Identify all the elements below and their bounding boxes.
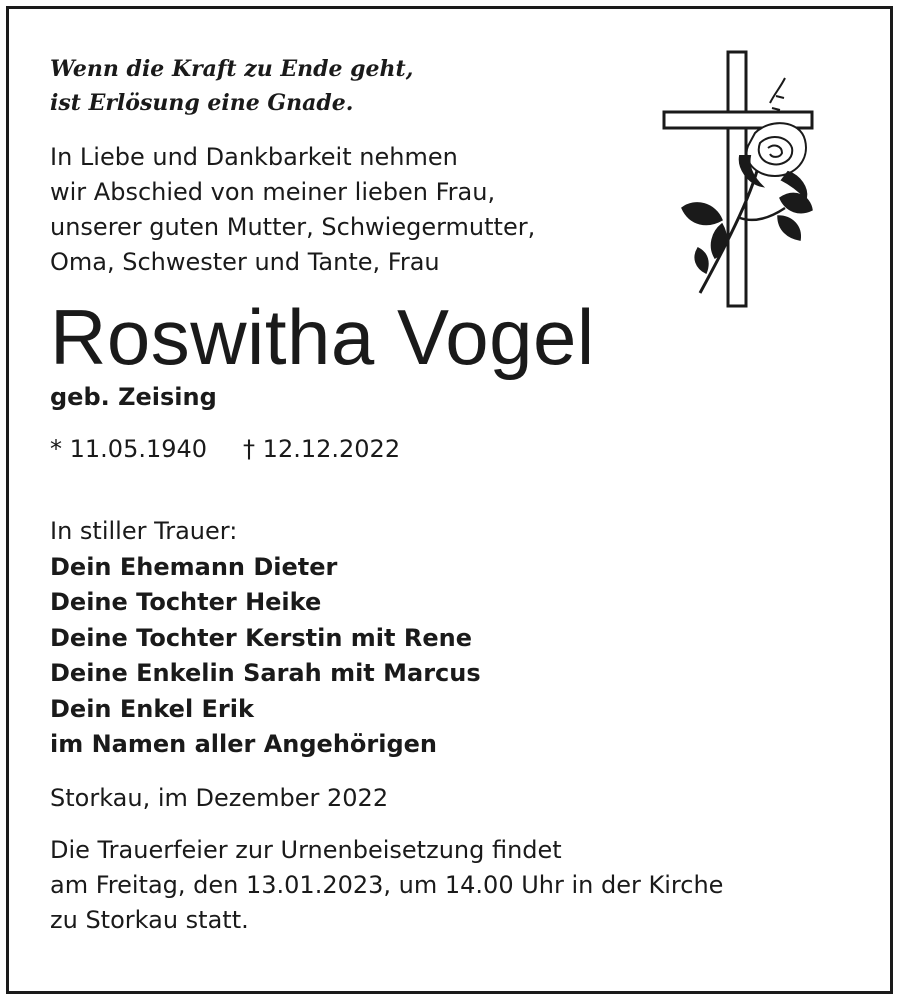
intro-line-2: wir Abschied von meiner lieben Frau, xyxy=(50,178,496,206)
cross-with-rose-icon xyxy=(660,48,820,310)
ceremony-line-2: am Freitag, den 13.01.2023, um 14.00 Uhr in der Kirche xyxy=(50,870,724,899)
mourners-intro: In stiller Trauer: xyxy=(50,517,238,545)
ceremony-line-1: Die Trauerfeier zur Urnenbeisetzung findet xyxy=(50,835,562,864)
intro-line-4: Oma, Schwester und Tante, Frau xyxy=(50,248,440,276)
mourner-line: Deine Tochter Heike xyxy=(50,588,322,616)
mourner-line: Dein Enkel Erik xyxy=(50,694,254,723)
ceremony-line-3: zu Storkau statt. xyxy=(50,905,249,934)
intro-line-1: In Liebe und Dankbarkeit nehmen xyxy=(50,143,458,171)
mourner-line: Dein Ehemann Dieter xyxy=(50,552,338,581)
mourner-line: im Namen aller Angehörigen xyxy=(50,730,438,758)
death-date: † 12.12.2022 xyxy=(243,435,401,463)
life-dates xyxy=(50,432,840,466)
motto-line-2: ist Erlösung eine Gnade. xyxy=(50,90,354,116)
ceremony-info xyxy=(50,833,840,938)
deceased-name: Roswitha Vogel xyxy=(50,293,595,381)
birth-date: * 11.05.1940 xyxy=(50,435,208,463)
mourner-line: Deine Tochter Kerstin mit Rene xyxy=(50,623,472,652)
place-date: Storkau, im Dezember 2022 xyxy=(50,783,389,812)
motto-line-1: Wenn die Kraft zu Ende geht, xyxy=(50,56,414,82)
intro-line-3: unserer guten Mutter, Schwiegermutter, xyxy=(50,213,536,241)
mourners-block xyxy=(50,514,840,763)
mourner-line: Deine Enkelin Sarah mit Marcus xyxy=(50,659,481,687)
birth-name: geb. Zeising xyxy=(50,383,217,411)
